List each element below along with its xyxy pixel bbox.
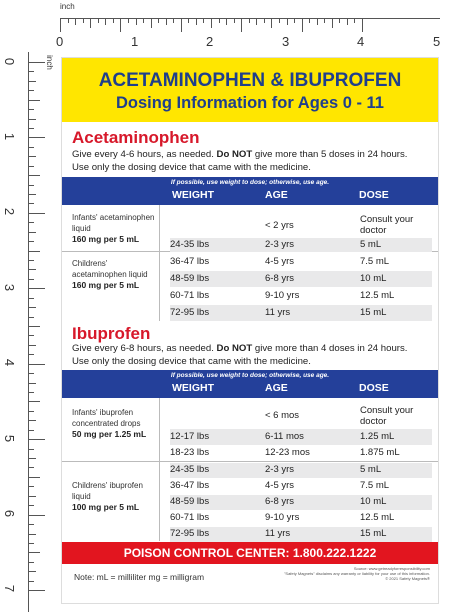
top-ruler-number: 0 <box>56 34 64 49</box>
age-cell: < 6 mos <box>265 410 300 421</box>
top-ruler-unit: inch <box>60 2 75 11</box>
table-row <box>170 212 432 240</box>
ruler-tick <box>29 326 40 327</box>
left-ruler-number: 5 <box>2 434 18 443</box>
dose-cell: Consult your doctor <box>360 405 414 427</box>
ruler-tick <box>29 251 40 252</box>
top-ruler-baseline <box>60 18 440 19</box>
ruler-tick <box>128 18 129 23</box>
age-cell: 9-10 yrs <box>265 512 300 523</box>
ruler-tick <box>158 18 159 23</box>
ibuprofen-instructions <box>72 342 432 368</box>
ruler-tick <box>339 18 340 23</box>
ruler-tick <box>302 18 303 32</box>
dose-cell: 15 mL <box>360 307 387 318</box>
age-cell: < 2 yrs <box>265 220 294 231</box>
left-ruler-number: 4 <box>2 358 18 367</box>
ruler-tick <box>241 18 242 32</box>
ruler-tick <box>29 119 36 120</box>
dosing-card <box>61 57 439 604</box>
ruler-tick <box>29 307 36 308</box>
ibuprofen-line1-bold: Do NOT <box>216 343 253 354</box>
ruler-tick <box>29 571 36 572</box>
top-ruler-number: 3 <box>282 34 290 49</box>
ruler-tick <box>29 392 34 393</box>
weight-cell: 12-17 lbs <box>170 431 210 442</box>
ruler-tick <box>324 18 325 23</box>
table-divider <box>159 398 160 541</box>
ruler-tick <box>136 18 137 25</box>
ruler-tick <box>347 18 348 25</box>
ruler-tick <box>219 18 220 23</box>
ruler-tick <box>29 279 34 280</box>
table-row <box>170 527 432 542</box>
left-ruler-baseline <box>28 52 29 612</box>
ruler-tick <box>29 128 34 129</box>
ibuprofen-line2: Use only the dosing device that came with the medicine. <box>72 356 311 368</box>
ruler-tick <box>98 18 99 23</box>
age-cell: 11 yrs <box>265 528 291 539</box>
ruler-tick <box>120 18 121 32</box>
ruler-tick <box>29 534 36 535</box>
ruler-tick <box>143 18 144 23</box>
legal-copyright: © 2021 Safety Magnets® <box>385 576 430 582</box>
dose-cell: 15 mL <box>360 528 387 539</box>
acetaminophen-age-header: AGE <box>265 189 288 201</box>
ruler-tick <box>29 269 36 270</box>
age-cell: 6-8 yrs <box>265 496 295 507</box>
ruler-tick <box>354 18 355 23</box>
weight-cell: 24-35 lbs <box>170 239 210 250</box>
ruler-tick <box>151 18 152 28</box>
left-ruler-number: 6 <box>2 509 18 518</box>
ruler-tick <box>309 18 310 23</box>
dose-cell: 10 mL <box>360 273 387 284</box>
ruler-tick <box>68 18 69 23</box>
ruler-tick <box>29 496 36 497</box>
ruler-tick <box>29 241 34 242</box>
ibuprofen-header-bar <box>62 370 438 398</box>
ruler-tick <box>60 18 61 32</box>
table-row <box>170 238 432 252</box>
ruler-tick <box>29 364 45 365</box>
ruler-tick <box>29 81 36 82</box>
left-ruler-unit: inch <box>44 55 54 70</box>
ruler-tick <box>29 505 34 506</box>
title-banner <box>62 58 438 122</box>
ruler-tick <box>29 194 36 195</box>
ruler-tick <box>29 430 34 431</box>
ruler-tick <box>29 477 40 478</box>
legal-text <box>255 566 430 582</box>
table-divider <box>159 205 160 321</box>
left-ruler-number: 2 <box>2 207 18 216</box>
ruler-tick <box>29 222 34 223</box>
age-cell: 11 yrs <box>265 307 291 318</box>
weight-cell: 24-35 lbs <box>170 464 210 475</box>
acetaminophen-weight-header: WEIGHT <box>172 189 214 201</box>
age-cell: 2-3 yrs <box>265 464 295 475</box>
ruler-tick <box>264 18 265 23</box>
ruler-tick <box>166 18 167 25</box>
group-divider <box>62 461 438 462</box>
ruler-tick <box>29 401 40 402</box>
left-ruler-number: 1 <box>2 132 18 141</box>
age-cell: 4-5 yrs <box>265 480 295 491</box>
ruler-tick <box>29 232 36 233</box>
ruler-tick <box>29 420 36 421</box>
legal-disclaimer: "Safety Magnets" disclaims any warranty or liability for your use of this information. <box>283 571 430 577</box>
ruler-tick <box>226 18 227 25</box>
ruler-tick <box>29 213 45 214</box>
weight-cell: 36-47 lbs <box>170 480 210 491</box>
table-row <box>170 288 432 304</box>
ruler-tick <box>29 345 36 346</box>
weight-cell: 36-47 lbs <box>170 256 210 267</box>
ruler-tick <box>29 109 34 110</box>
age-cell: 6-11 mos <box>265 431 304 442</box>
group-product: Childrens' acetaminophen liquid <box>72 259 148 279</box>
ruler-tick <box>29 411 34 412</box>
ruler-tick <box>29 458 36 459</box>
ruler-tick <box>188 18 189 23</box>
acetaminophen-line2: Use only the dosing device that came with the medicine. <box>72 162 311 174</box>
ruler-tick <box>317 18 318 25</box>
acetaminophen-child-group <box>72 259 162 292</box>
ruler-tick <box>29 166 34 167</box>
dose-cell: 10 mL <box>360 496 387 507</box>
units-note: Note: mL = milliliter mg = milligram <box>74 572 205 582</box>
acetaminophen-line1-pre: Give every 4-6 hours, as needed. <box>72 149 217 160</box>
group-product: Infants' acetaminophen liquid <box>72 213 155 233</box>
ruler-tick <box>90 18 91 28</box>
ruler-tick <box>294 18 295 23</box>
table-row <box>170 495 432 510</box>
age-cell: 2-3 yrs <box>265 239 295 250</box>
ibuprofen-child-group <box>72 481 162 514</box>
ruler-tick <box>29 449 34 450</box>
age-cell: 9-10 yrs <box>265 290 300 301</box>
table-row <box>170 511 432 526</box>
age-cell: 6-8 yrs <box>265 273 295 284</box>
ruler-tick <box>29 354 34 355</box>
acetaminophen-title: Acetaminophen <box>72 128 200 147</box>
dose-cell: 5 mL <box>360 239 382 250</box>
ruler-tick <box>75 18 76 25</box>
ruler-tick <box>181 18 182 32</box>
ruler-tick <box>83 18 84 23</box>
ruler-tick <box>29 90 34 91</box>
dose-cell: 1.875 mL <box>360 447 400 458</box>
ruler-tick <box>271 18 272 28</box>
acetaminophen-line1-bold: Do NOT <box>216 149 253 160</box>
age-cell: 4-5 yrs <box>265 256 295 267</box>
left-ruler <box>0 52 60 612</box>
ruler-tick <box>29 543 34 544</box>
ruler-tick <box>29 298 34 299</box>
weight-cell: 18-23 lbs <box>170 447 210 458</box>
top-ruler <box>56 0 450 52</box>
top-ruler-number: 1 <box>131 34 139 49</box>
ruler-tick <box>362 18 363 32</box>
acetaminophen-header-bar <box>62 177 438 205</box>
table-row <box>170 305 432 321</box>
card-title: ACETAMINOPHEN & IBUPROFEN <box>98 70 402 91</box>
table-row <box>170 271 432 287</box>
table-row <box>170 446 432 461</box>
top-ruler-number: 2 <box>206 34 214 49</box>
ruler-tick <box>29 335 34 336</box>
ruler-tick <box>29 62 45 63</box>
left-ruler-number: 3 <box>2 283 18 292</box>
ruler-tick <box>29 137 45 138</box>
ruler-tick <box>29 288 45 289</box>
ruler-tick <box>196 18 197 25</box>
table-row <box>170 254 432 270</box>
ibuprofen-weight-header: WEIGHT <box>172 382 214 394</box>
group-strength: 160 mg per 5 mL <box>72 280 140 290</box>
ruler-tick <box>211 18 212 28</box>
weight-cell: 60-71 lbs <box>170 512 210 523</box>
ruler-tick <box>29 373 34 374</box>
acetaminophen-dose-header: DOSE <box>359 189 389 201</box>
ruler-tick <box>29 100 40 101</box>
top-ruler-number: 4 <box>357 34 365 49</box>
ruler-tick <box>249 18 250 23</box>
table-row <box>170 479 432 494</box>
ruler-tick <box>29 147 34 148</box>
ruler-tick <box>203 18 204 23</box>
weight-cell: 48-59 lbs <box>170 273 210 284</box>
ruler-tick <box>113 18 114 23</box>
group-strength: 160 mg per 5 mL <box>72 234 140 244</box>
ruler-tick <box>29 260 34 261</box>
ibuprofen-hint: If possible, use weight to dose; otherwise, use age. <box>170 372 330 379</box>
group-strength: 100 mg per 5 mL <box>72 502 140 512</box>
acetaminophen-instructions <box>72 148 432 174</box>
ruler-tick <box>29 486 34 487</box>
acetaminophen-hint: If possible, use weight to dose; otherwise, use age. <box>170 179 330 186</box>
ruler-tick <box>29 317 34 318</box>
table-row <box>170 429 432 445</box>
ruler-tick <box>29 383 36 384</box>
acetaminophen-line1-post: give more than 5 doses in 24 hours. <box>252 149 408 160</box>
ruler-tick <box>29 175 40 176</box>
ibuprofen-age-header: AGE <box>265 382 288 394</box>
ruler-tick <box>29 562 34 563</box>
legal-source: Source: www.getreadyforresponsibility.com <box>353 566 430 571</box>
ibuprofen-infant-group <box>72 408 162 441</box>
ruler-tick <box>29 71 34 72</box>
ruler-tick <box>29 581 34 582</box>
ruler-tick <box>256 18 257 25</box>
dose-cell: 7.5 mL <box>360 256 390 267</box>
ruler-tick <box>105 18 106 25</box>
dose-cell: 7.5 mL <box>360 480 390 491</box>
ruler-tick <box>29 590 45 591</box>
ibuprofen-line1-post: give more than 4 doses in 24 hours. <box>252 343 408 354</box>
dose-cell: 12.5 mL <box>360 512 395 523</box>
dose-cell: Consult your doctor <box>360 214 414 236</box>
ibuprofen-line1-pre: Give every 6-8 hours, as needed. <box>72 343 217 354</box>
ruler-tick <box>29 524 34 525</box>
dose-cell: 12.5 mL <box>360 290 395 301</box>
group-strength: 50 mg per 1.25 mL <box>72 429 147 439</box>
ruler-tick <box>29 467 34 468</box>
dose-cell: 5 mL <box>360 464 382 475</box>
ruler-tick <box>332 18 333 28</box>
ruler-tick <box>29 439 45 440</box>
ruler-tick <box>287 18 288 25</box>
ruler-tick <box>29 552 40 553</box>
ruler-tick <box>29 185 34 186</box>
ruler-tick <box>279 18 280 23</box>
poison-control-banner: POISON CONTROL CENTER: 1.800.222.1222 <box>62 542 438 564</box>
group-product: Childrens' ibuprofen liquid <box>72 481 143 501</box>
age-cell: 12-23 mos <box>265 447 310 458</box>
table-row <box>170 403 432 431</box>
ruler-tick <box>29 203 34 204</box>
top-ruler-number: 5 <box>433 34 441 49</box>
ruler-tick <box>173 18 174 23</box>
group-product: Infants' ibuprofen concentrated drops <box>72 408 141 428</box>
ruler-tick <box>234 18 235 23</box>
dose-cell: 1.25 mL <box>360 431 395 442</box>
ibuprofen-title: Ibuprofen <box>72 324 151 343</box>
acetaminophen-infant-group <box>72 213 162 246</box>
card-subtitle: Dosing Information for Ages 0 - 11 <box>115 94 384 112</box>
weight-cell: 60-71 lbs <box>170 290 210 301</box>
left-ruler-number: 7 <box>2 584 18 593</box>
left-ruler-number: 0 <box>2 57 18 66</box>
weight-cell: 72-95 lbs <box>170 307 210 318</box>
table-row <box>170 463 432 478</box>
weight-cell: 72-95 lbs <box>170 528 210 539</box>
ruler-tick <box>29 515 45 516</box>
ruler-tick <box>29 156 36 157</box>
weight-cell: 48-59 lbs <box>170 496 210 507</box>
ibuprofen-dose-header: DOSE <box>359 382 389 394</box>
